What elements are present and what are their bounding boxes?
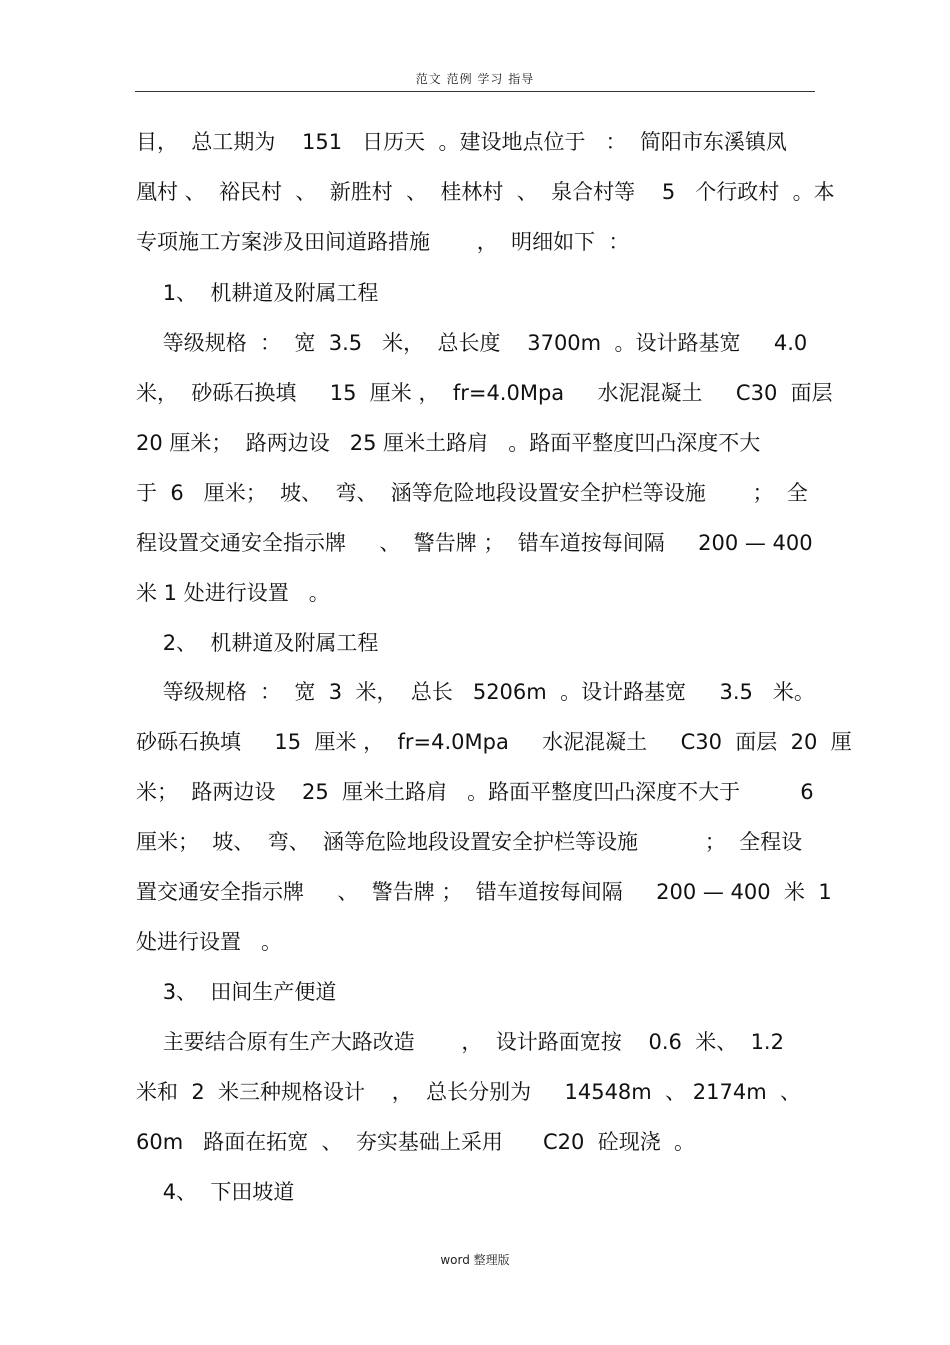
body-line: 米 1 处进行设置 。 <box>136 581 330 605</box>
body-line: 目， 总工期为 151 日历天 。建设地点位于 ： 简阳市东溪镇凤 <box>136 130 787 154</box>
body-line: 厘米； 坡、 弯、 涵等危险地段设置安全护栏等设施 ； 全程设 <box>136 830 803 854</box>
body-line: 20 厘米； 路两边设 25 厘米土路肩 。路面平整度凹凸深度不大 <box>136 431 761 455</box>
header-divider <box>135 91 815 92</box>
body-line: 等级规格 ： 宽 3.5 米， 总长度 3700m 。设计路基宽 4.0 <box>136 331 808 355</box>
section-heading: 1、 机耕道及附属工程 <box>136 281 379 305</box>
section-heading: 2、 机耕道及附属工程 <box>136 631 379 655</box>
body-line: 凰村 、 裕民村 、 新胜村 、 桂林村 、 泉合村等 5 个行政村 。本 <box>136 180 835 204</box>
body-line: 60m 路面在拓宽 、 夯实基础上采用 C20 砼现浇 。 <box>136 1130 696 1154</box>
body-line: 专项施工方案涉及田间道路措施 ， 明细如下 ： <box>136 230 630 254</box>
section-heading: 3、 田间生产便道 <box>136 980 337 1004</box>
page-footer: word 整理版 <box>440 1253 510 1267</box>
body-line: 砂砾石换填 15 厘米 ， fr=4.0Mpa 水泥混凝土 C30 面层 20 厘 <box>136 730 852 754</box>
page-header: 范文 范例 学习 指导 <box>415 72 535 86</box>
body-line: 等级规格 ： 宽 3 米， 总长 5206m 。设计路基宽 3.5 米。 <box>136 680 815 704</box>
body-line: 米； 路两边设 25 厘米土路肩 。路面平整度凹凸深度不大于 6 <box>136 780 814 804</box>
body-line: 程设置交通安全指示牌 、 警告牌 ； 错车道按每间隔 200 — 400 <box>136 531 813 555</box>
section-heading: 4、 下田坡道 <box>136 1180 295 1204</box>
body-line: 米和 2 米三种规格设计 ， 总长分别为 14548m 、 2174m 、 <box>136 1080 802 1104</box>
body-line: 置交通安全指示牌 、 警告牌 ； 错车道按每间隔 200 — 400 米 1 <box>136 880 832 904</box>
body-line: 主要结合原有生产大路改造 ， 设计路面宽按 0.6 米、 1.2 <box>136 1030 784 1054</box>
body-line: 于 6 厘米； 坡、 弯、 涵等危险地段设置安全护栏等设施 ； 全 <box>136 481 808 505</box>
body-line: 处进行设置 。 <box>136 930 283 954</box>
body-line: 米， 砂砾石换填 15 厘米 ， fr=4.0Mpa 水泥混凝土 C30 面层 <box>136 381 833 405</box>
